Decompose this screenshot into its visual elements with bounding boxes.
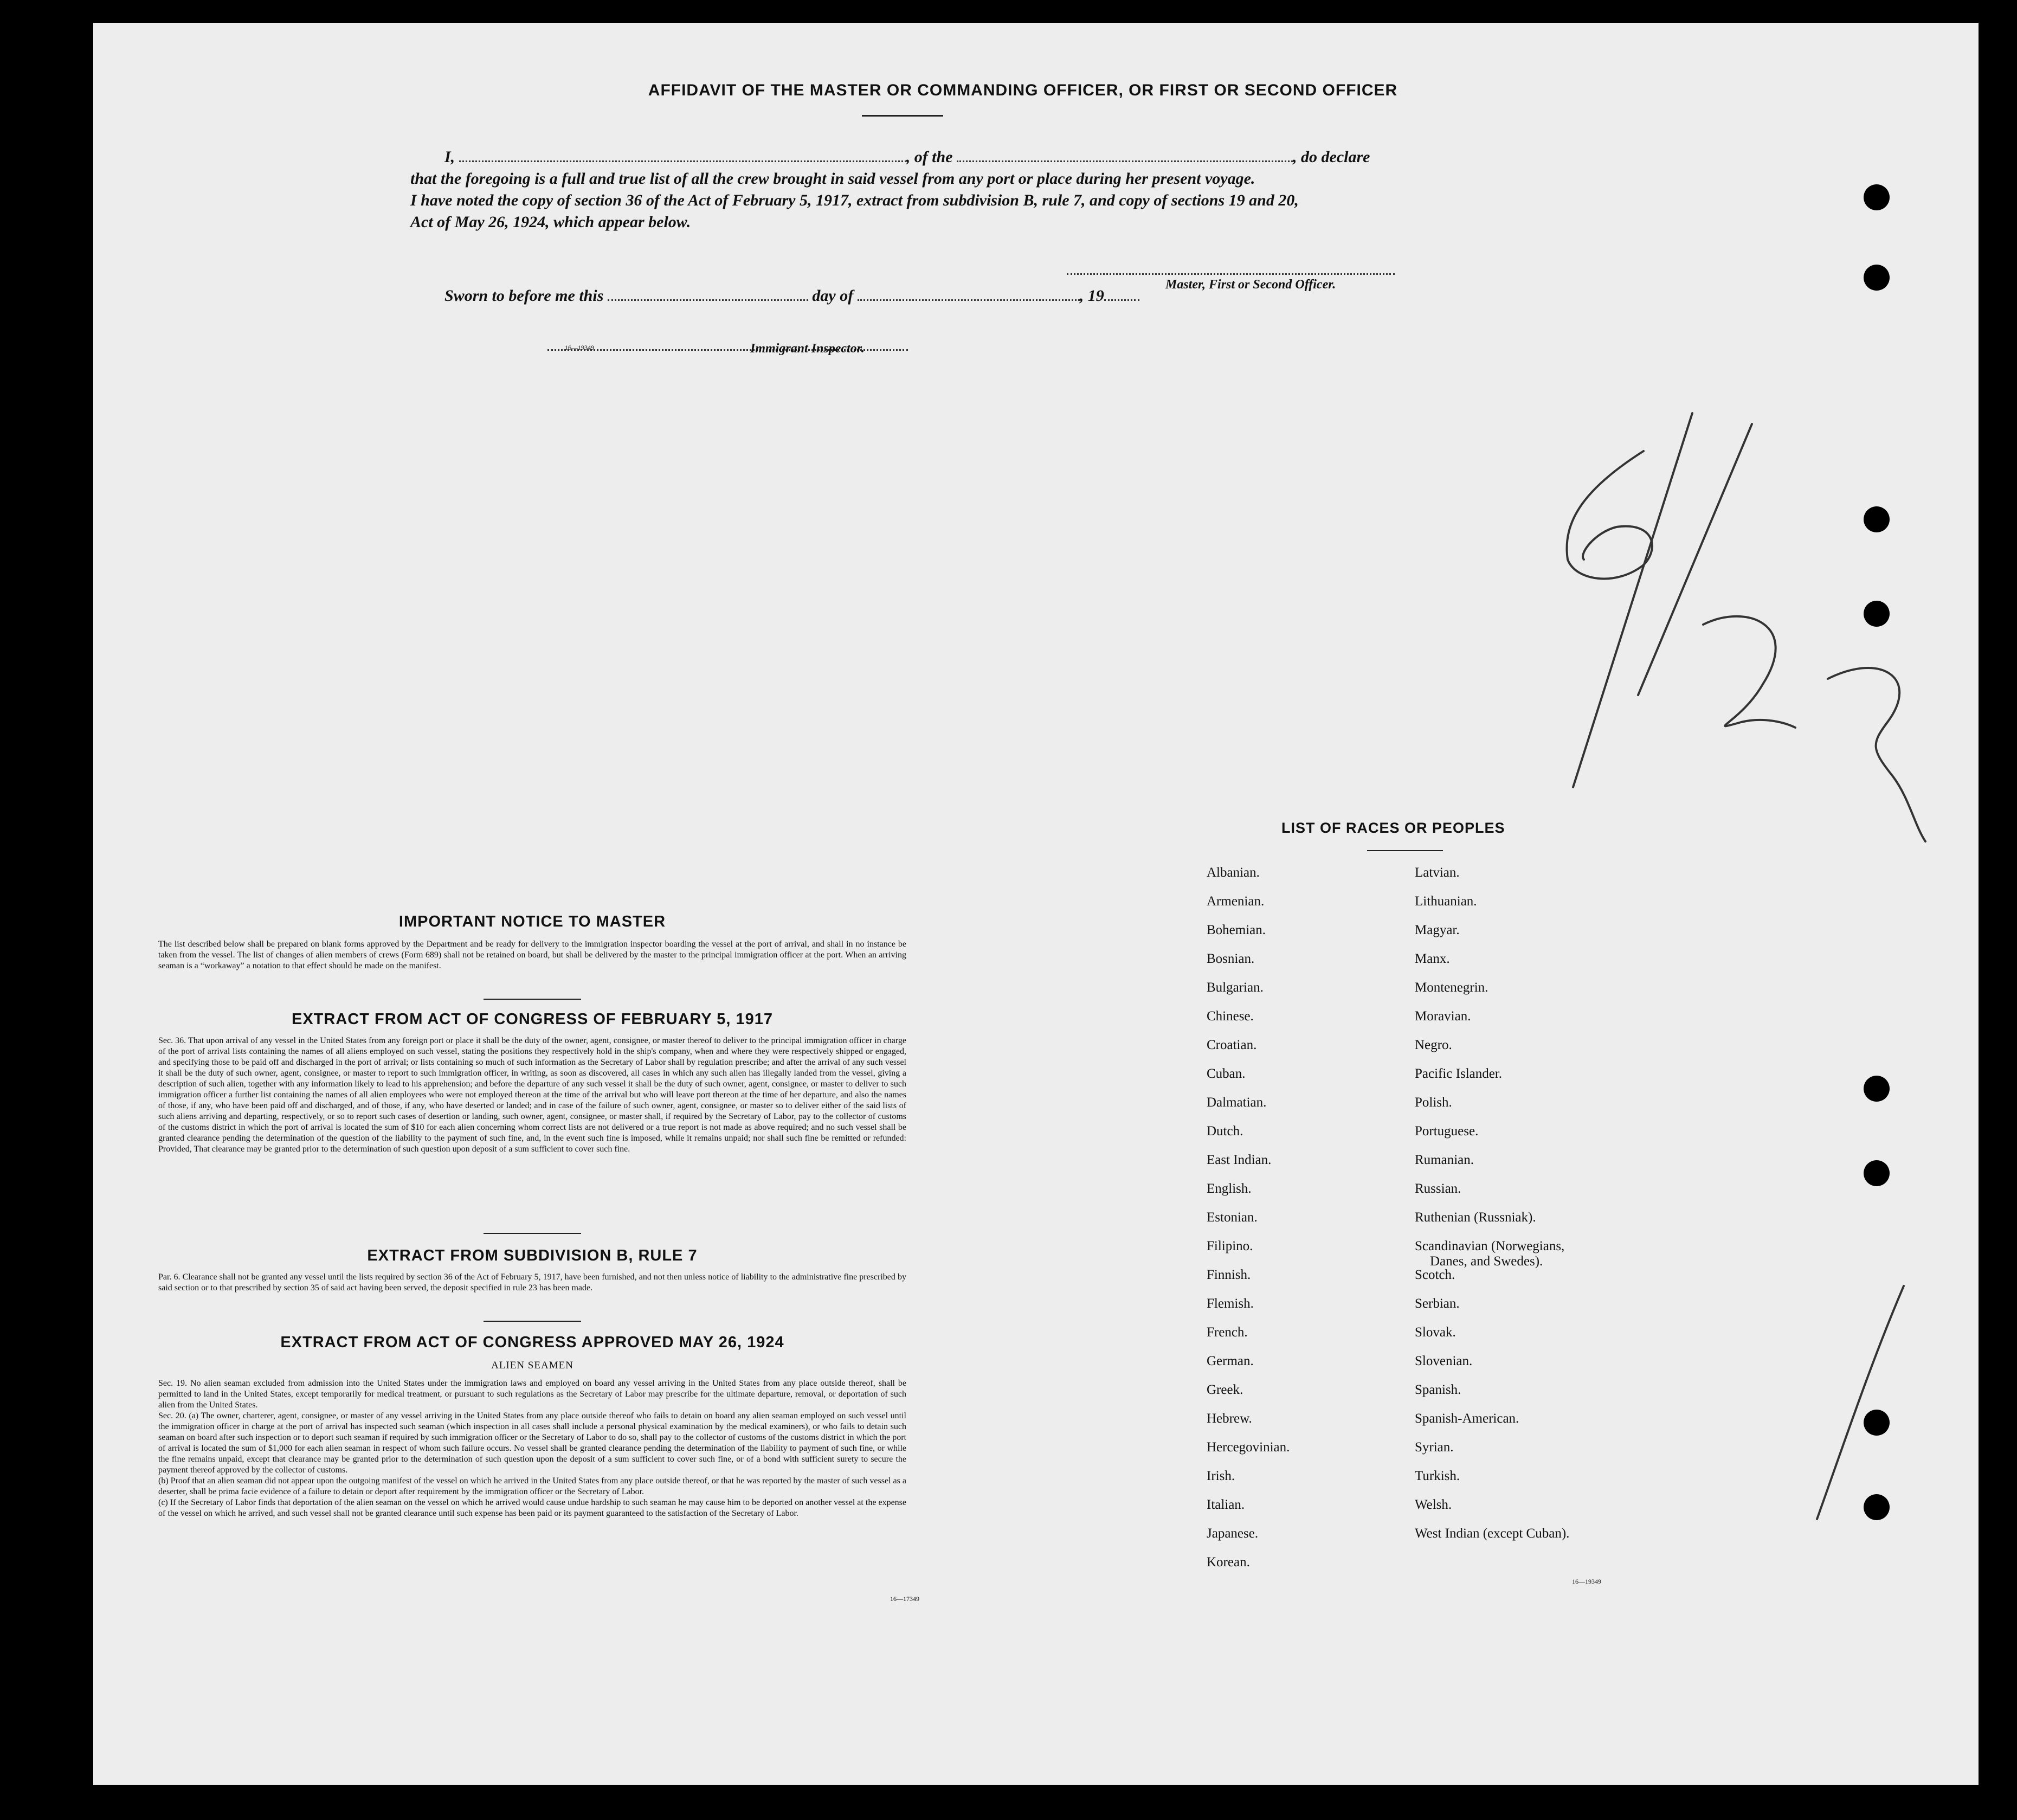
race-item: West Indian (except Cuban). bbox=[1415, 1526, 1570, 1541]
race-item: Estonian. bbox=[1207, 1210, 1258, 1225]
form-number-bottom-right: 16—19349 bbox=[1572, 1578, 1601, 1585]
form-page bbox=[93, 23, 1979, 1785]
race-item: Slovenian. bbox=[1415, 1354, 1473, 1368]
race-item: Italian. bbox=[1207, 1497, 1245, 1512]
day-of-label: day of bbox=[812, 287, 854, 305]
do-declare-label: , do declare bbox=[1293, 148, 1370, 166]
race-item: Chinese. bbox=[1207, 1009, 1254, 1024]
race-item: Cuban. bbox=[1207, 1066, 1246, 1081]
of-the-label: , of the bbox=[906, 148, 953, 166]
race-item: Armenian. bbox=[1207, 894, 1265, 909]
race-item: French. bbox=[1207, 1325, 1248, 1340]
race-item: Slovak. bbox=[1415, 1325, 1456, 1340]
race-item: Russian. bbox=[1415, 1181, 1461, 1196]
race-item: Syrian. bbox=[1415, 1440, 1454, 1455]
declaration-line-1: that the foregoing is a full and true list of all the crew brought in said vessel from any port or place during her present voyage. bbox=[410, 170, 1255, 188]
race-item: Magyar. bbox=[1415, 923, 1460, 937]
extract-1924-heading: EXTRACT FROM ACT OF CONGRESS APPROVED MAY 26, 1924 bbox=[280, 1334, 784, 1351]
race-item: German. bbox=[1207, 1354, 1254, 1368]
month-blank[interactable] bbox=[858, 287, 1080, 301]
race-item: Flemish. bbox=[1207, 1296, 1254, 1311]
punch-hole bbox=[1864, 1160, 1890, 1186]
race-item: Korean. bbox=[1207, 1555, 1250, 1570]
race-item: Greek. bbox=[1207, 1382, 1243, 1397]
sec-20a-text: Sec. 20. (a) The owner, charterer, agent, consignee, or master of any vessel arriving in the United States from any place outside thereof who fails to detain on board any alien seaman employed on such vessel until the immigration officer in charge at the port of arrival has inspected such seaman (which inspection in all cases shall include a personal physical examination by the medical examiners), or who fails to detain such seaman on board after such inspection or to deport such seaman if required by such immigration officer or the Secretary of Labor to do so, shall pay to the collector of customs of the customs district in which the port of arrival is located the sum of $1,000 for each alien seaman in respect of whom such failure occurs. No vessel shall be granted clearance pending the determination of the liability to payment of such fine, or while the fine remains unpaid, except that clearance may be granted prior to the determination of such question upon the deposit of a sum sufficient to cover such fine, or of a bond with sufficient surety to secure the payment thereof approved by the collector of customs. bbox=[158, 1411, 906, 1475]
sec-19-text: Sec. 19. No alien seaman excluded from admission into the United States under the immigration laws and employed on board any vessel arriving in the United States from any place outside thereof, shall be permitted to land in the United States, except temporarily for medical treatment, or pursuant to such regulations as the Secretary of Labor may prescribe for the ultimate departure, removal, or deportation of such alien from the United States. bbox=[158, 1379, 906, 1410]
name-blank[interactable] bbox=[459, 149, 906, 162]
races-heading: LIST OF RACES OR PEOPLES bbox=[1281, 820, 1505, 836]
notice-heading: IMPORTANT NOTICE TO MASTER bbox=[398, 913, 666, 930]
race-item: Dalmatian. bbox=[1207, 1095, 1267, 1110]
race-item: English. bbox=[1207, 1181, 1252, 1196]
extract-1924-body bbox=[158, 1378, 906, 1519]
title-rule bbox=[862, 115, 943, 117]
handwritten-digit-2b bbox=[1828, 668, 1925, 841]
race-item: Irish. bbox=[1207, 1469, 1235, 1483]
declarant-line bbox=[444, 146, 1529, 168]
inspector-label: Immigrant Inspector. bbox=[750, 342, 865, 356]
extract-1917-heading: EXTRACT FROM ACT OF CONGRESS OF FEBRUARY 5, 1917 bbox=[291, 1011, 774, 1028]
race-item: Hebrew. bbox=[1207, 1411, 1252, 1426]
punch-hole bbox=[1864, 184, 1890, 210]
sec-20b-text: (b) Proof that an alien seaman did not appear upon the outgoing manifest of the vessel on which he arrived in the United States from any place outside thereof, or that he was reported by the master of such vessel as a deserter, shall be prima facie evidence of a failure to detain or deport after requirement by the immigration officer or the Secretary of Labor. bbox=[158, 1476, 906, 1496]
race-item: Albanian. bbox=[1207, 865, 1260, 880]
handwritten-slash bbox=[1573, 413, 1692, 787]
race-item: Croatian. bbox=[1207, 1038, 1257, 1052]
race-item: Pacific Islander. bbox=[1415, 1066, 1503, 1081]
punch-hole bbox=[1864, 506, 1890, 532]
sworn-date-blank[interactable] bbox=[608, 287, 808, 301]
declaration-line-3: Act of May 26, 1924, which appear below. bbox=[410, 213, 691, 231]
punch-hole bbox=[1864, 1076, 1890, 1102]
punch-hole bbox=[1864, 1410, 1890, 1436]
race-item: Filipino. bbox=[1207, 1239, 1253, 1253]
race-item: Welsh. bbox=[1415, 1497, 1452, 1512]
declaration-text bbox=[410, 168, 1516, 233]
sec-20c-text: (c) If the Secretary of Labor finds that deportation of the alien seaman on the vessel on which he arrived would cause undue hardship to such seaman he may cause him to be deported on another vessel at the expense of the vessel on which he arrived, and such vessel shall not be granted clearance until such expense has been paid or its payment guaranteed to the satisfaction of the Secretary of Labor. bbox=[158, 1498, 906, 1518]
year-blank[interactable] bbox=[1104, 287, 1139, 301]
notice-body: The list described below shall be prepared on blank forms approved by the Department and be ready for delivery to the immigration inspector boarding the vessel at the port of arrival, and shall in no instance be taken from the vessel. The list of changes of alien members of crews (Form 689) shall not be retained on board, but shall be delivered by the master to the principal immigration officer at the port. When an arriving seaman is a “workaway” a notation to that effect should be made on the manifest. bbox=[158, 940, 906, 970]
master-signature-line[interactable] bbox=[1067, 261, 1395, 275]
handwritten-mark bbox=[1784, 1281, 1915, 1530]
race-item: Latvian. bbox=[1415, 865, 1460, 880]
race-item: Spanish. bbox=[1415, 1382, 1461, 1397]
race-item: Dutch. bbox=[1207, 1124, 1243, 1139]
sworn-line bbox=[444, 285, 1366, 307]
race-item: Bulgarian. bbox=[1207, 980, 1264, 995]
declaration-line-2: I have noted the copy of section 36 of the Act of February 5, 1917, extract from subdivision B, rule 7, and copy of sections 19 and 20, bbox=[410, 191, 1299, 209]
i-label: I, bbox=[444, 148, 455, 166]
master-signature-label: Master, First or Second Officer. bbox=[1165, 278, 1336, 292]
race-item: Manx. bbox=[1415, 951, 1450, 966]
race-item: East Indian. bbox=[1207, 1153, 1272, 1167]
sworn-label: Sworn to before me this bbox=[444, 287, 604, 305]
alien-seamen-subheading: ALIEN SEAMEN bbox=[491, 1360, 573, 1371]
races-rule bbox=[1367, 850, 1443, 851]
extract-1917-body: Sec. 36. That upon arrival of any vessel in the United States from any foreign port or place it shall be the duty of the owner, agent, consignee, or master thereof to deliver to the principal immigration officer in charge of the port of arrival lists containing the names of all aliens employed on such vessel, stating the positions they respectively hold in the ship's company, when and where they were respectively shipped or engaged, and specifying those to be paid off and discharged in the port of arrival; or lists containing so much of such information as the Secretary of Labor shall by regulation prescribe; and after the arrival of any such vessel it shall be the duty of such owner, agent, consignee, or master to report to such immigration officer, in writing, as soon as discovered, all cases in which any such alien has illegally landed from the vessel, giving a description of such alien, together with any information likely to lead to his apprehension; and before the departure of any such vessel it shall be the duty of such owner, agent, consignee, or master to deliver to such immigration officer a further list containing the names of all alien employees who were not employed thereon at the time of the arrival but who will leave port thereon at the time of her departure, and also the names of those, if any, who have been paid off and discharged, and of those, if any, who have deserted or landed; and in case of the failure of such owner, agent, consignee, or master so to deliver either of the said lists of such aliens arriving and departing, respectively, or so to report such cases of desertion or landing, such owner, agent, consignee, or master shall, if required by the Secretary of Labor, pay to the collector of customs of the customs district in which the port of arrival is located the sum of $10 for each alien concerning whom correct lists are not delivered or a true report is not made as above required; and no such vessel shall be granted clearance pending the determination of the question of the liability to the payment of such fine, and, in the event such fine is imposed, while it remains unpaid; nor shall such fine be remitted or refunded: Provided, That clearance may be granted prior to the determination of such question upon deposit of a sum sufficient to cover such fine. bbox=[158, 1036, 906, 1154]
form-number-top: 16—19349 bbox=[565, 344, 594, 351]
race-item: Ruthenian (Russniak). bbox=[1415, 1210, 1536, 1225]
race-item: Hercegovinian. bbox=[1207, 1440, 1290, 1455]
race-item: Scotch. bbox=[1415, 1268, 1455, 1282]
punch-hole bbox=[1864, 265, 1890, 291]
race-item: Rumanian. bbox=[1415, 1153, 1474, 1167]
rule-7-rule bbox=[484, 1321, 581, 1322]
race-item: Bohemian. bbox=[1207, 923, 1266, 937]
year-label: , 19 bbox=[1079, 287, 1104, 305]
race-item: Polish. bbox=[1415, 1095, 1452, 1110]
race-item: Turkish. bbox=[1415, 1469, 1460, 1483]
race-item: Lithuanian. bbox=[1415, 894, 1477, 909]
extract-1917-rule bbox=[484, 1233, 581, 1234]
race-item: Bosnian. bbox=[1207, 951, 1255, 966]
race-item: Serbian. bbox=[1415, 1296, 1460, 1311]
handwritten-digit-2a bbox=[1703, 616, 1795, 728]
notice-rule bbox=[484, 999, 581, 1000]
race-item: Montenegrin. bbox=[1415, 980, 1488, 995]
race-item: Spanish-American. bbox=[1415, 1411, 1519, 1426]
race-item: Danes, and Swedes). bbox=[1430, 1254, 1543, 1269]
rule-7-body: Par. 6. Clearance shall not be granted any vessel until the lists required by section 36 of the Act of February 5, 1917, have been furnished, and not then unless notice of liability to the administrative fine prescribed by said section or to that prescribed by section 35 of said act having been served, the deposit specified in rule 23 has been made. bbox=[158, 1272, 906, 1292]
affidavit-title: AFFIDAVIT OF THE MASTER OR COMMANDING OFFICER, OR FIRST OR SECOND OFFICER bbox=[648, 81, 1398, 99]
punch-hole bbox=[1864, 1494, 1890, 1520]
race-item: Scandinavian (Norwegians, bbox=[1415, 1239, 1565, 1253]
vessel-blank[interactable] bbox=[957, 149, 1293, 162]
punch-hole bbox=[1864, 601, 1890, 627]
race-item: Portuguese. bbox=[1415, 1124, 1479, 1139]
race-item: Finnish. bbox=[1207, 1268, 1251, 1282]
race-item: Japanese. bbox=[1207, 1526, 1259, 1541]
rule-7-heading: EXTRACT FROM SUBDIVISION B, RULE 7 bbox=[367, 1247, 698, 1264]
handwritten-slash-2 bbox=[1638, 424, 1752, 695]
race-item: Negro. bbox=[1415, 1038, 1452, 1052]
form-number-bottom-left: 16—17349 bbox=[890, 1595, 919, 1603]
race-item: Moravian. bbox=[1415, 1009, 1471, 1024]
handwritten-digit-6 bbox=[1567, 451, 1652, 578]
